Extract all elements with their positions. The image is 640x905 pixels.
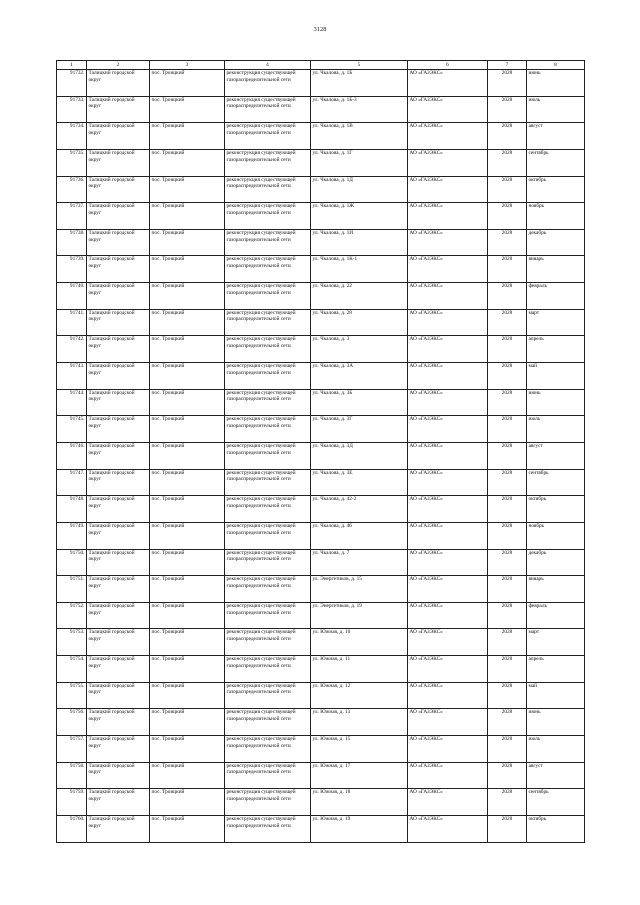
address-cell: ул. Чкалова, д. 46 [311, 522, 408, 549]
work-type-cell: реконструкция существующей газораспределительной сети [225, 815, 311, 842]
organization-cell: АО «ГАЗЭКС» [408, 70, 488, 97]
row-number-cell: 91759. [57, 789, 87, 816]
row-number-cell: 91750. [57, 549, 87, 576]
table-row [57, 149, 585, 176]
year-cell: 2028 [488, 229, 527, 256]
address-cell: ул. Южная, д. 15 [311, 736, 408, 763]
organization-cell: АО «ГАЗЭКС» [408, 283, 488, 310]
settlement-cell: пос. Троицкий [150, 549, 225, 576]
month-cell: октябрь [527, 176, 585, 203]
district-cell: Талицкий городской округ [87, 416, 150, 443]
row-number-cell: 91737. [57, 203, 87, 230]
organization-cell: АО «ГАЗЭКС» [408, 442, 488, 469]
table-row [57, 815, 585, 842]
table-row [57, 682, 585, 709]
year-cell: 2028 [488, 256, 527, 283]
organization-cell: АО «ГАЗЭКС» [408, 789, 488, 816]
address-cell: ул. Южная, д. 12 [311, 682, 408, 709]
year-cell: 2028 [488, 576, 527, 603]
district-cell: Талицкий городской округ [87, 203, 150, 230]
organization-cell: АО «ГАЗЭКС» [408, 815, 488, 842]
year-cell: 2028 [488, 762, 527, 789]
year-cell: 2028 [488, 416, 527, 443]
table-row [57, 363, 585, 390]
table-row [57, 96, 585, 123]
column-header: 7 [488, 61, 527, 70]
district-cell: Талицкий городской округ [87, 522, 150, 549]
address-cell: ул. Чкалова, д. 3А [311, 363, 408, 390]
year-cell: 2028 [488, 469, 527, 496]
row-number-cell: 91749. [57, 522, 87, 549]
address-cell: ул. Чкалова, д. 1К-1 [311, 256, 408, 283]
organization-cell: АО «ГАЗЭКС» [408, 762, 488, 789]
work-type-cell: реконструкция существующей газораспределительной сети [225, 576, 311, 603]
address-cell: ул. Чкалова, д. 3Е [311, 469, 408, 496]
row-number-cell: 91745. [57, 416, 87, 443]
district-cell: Талицкий городской округ [87, 176, 150, 203]
organization-cell: АО «ГАЗЭКС» [408, 522, 488, 549]
table-row [57, 736, 585, 763]
row-number-cell: 91748. [57, 496, 87, 523]
page-number: 3128 [313, 26, 327, 33]
organization-cell: АО «ГАЗЭКС» [408, 96, 488, 123]
work-type-cell: реконструкция существующей газораспределительной сети [225, 762, 311, 789]
month-cell: август [527, 123, 585, 150]
work-type-cell: реконструкция существующей газораспределительной сети [225, 469, 311, 496]
settlement-cell: пос. Троицкий [150, 762, 225, 789]
month-cell: июль [527, 736, 585, 763]
organization-cell: АО «ГАЗЭКС» [408, 602, 488, 629]
year-cell: 2028 [488, 496, 527, 523]
month-cell: июль [527, 416, 585, 443]
organization-cell: АО «ГАЗЭКС» [408, 709, 488, 736]
column-header: 1 [57, 61, 87, 70]
table-row [57, 123, 585, 150]
work-type-cell: реконструкция существующей газораспределительной сети [225, 229, 311, 256]
year-cell: 2028 [488, 363, 527, 390]
work-type-cell: реконструкция существующей газораспределительной сети [225, 416, 311, 443]
column-header: 4 [225, 61, 311, 70]
district-cell: Талицкий городской округ [87, 549, 150, 576]
year-cell: 2028 [488, 123, 527, 150]
address-cell: ул. Чкалова, д. 1Ж [311, 203, 408, 230]
month-cell: июнь [527, 709, 585, 736]
settlement-cell: пос. Троицкий [150, 442, 225, 469]
work-type-cell: реконструкция существующей газораспределительной сети [225, 149, 311, 176]
work-type-cell: реконструкция существующей газораспределительной сети [225, 496, 311, 523]
district-cell: Талицкий городской округ [87, 389, 150, 416]
settlement-cell: пос. Троицкий [150, 736, 225, 763]
table-body [57, 70, 585, 843]
table-row [57, 283, 585, 310]
row-number-cell: 91755. [57, 682, 87, 709]
settlement-cell: пос. Троицкий [150, 576, 225, 603]
organization-cell: АО «ГАЗЭКС» [408, 149, 488, 176]
address-cell: ул. Южная, д. 18 [311, 789, 408, 816]
row-number-cell: 91756. [57, 709, 87, 736]
work-type-cell: реконструкция существующей газораспределительной сети [225, 789, 311, 816]
month-cell: январь [527, 256, 585, 283]
district-cell: Талицкий городской округ [87, 96, 150, 123]
month-cell: март [527, 629, 585, 656]
address-cell: ул. Чкалова, д. 7 [311, 549, 408, 576]
year-cell: 2028 [488, 629, 527, 656]
settlement-cell: пос. Троицкий [150, 176, 225, 203]
month-cell: февраль [527, 283, 585, 310]
month-cell: июнь [527, 389, 585, 416]
settlement-cell: пос. Троицкий [150, 496, 225, 523]
year-cell: 2028 [488, 149, 527, 176]
row-number-cell: 91760. [57, 815, 87, 842]
year-cell: 2028 [488, 203, 527, 230]
district-cell: Талицкий городской округ [87, 602, 150, 629]
settlement-cell: пос. Троицкий [150, 363, 225, 390]
organization-cell: АО «ГАЗЭКС» [408, 469, 488, 496]
month-cell: март [527, 309, 585, 336]
organization-cell: АО «ГАЗЭКС» [408, 256, 488, 283]
settlement-cell: пос. Троицкий [150, 123, 225, 150]
row-number-cell: 91732. [57, 70, 87, 97]
year-cell: 2028 [488, 656, 527, 683]
row-number-cell: 91752. [57, 602, 87, 629]
month-cell: октябрь [527, 496, 585, 523]
work-type-cell: реконструкция существующей газораспределительной сети [225, 256, 311, 283]
year-cell: 2028 [488, 336, 527, 363]
row-number-cell: 91743. [57, 363, 87, 390]
table-row [57, 602, 585, 629]
organization-cell: АО «ГАЗЭКС» [408, 682, 488, 709]
row-number-cell: 91746. [57, 442, 87, 469]
organization-cell: АО «ГАЗЭКС» [408, 123, 488, 150]
settlement-cell: пос. Троицкий [150, 656, 225, 683]
row-number-cell: 91735. [57, 149, 87, 176]
work-type-cell: реконструкция существующей газораспределительной сети [225, 70, 311, 97]
address-cell: ул. Чкалова, д. 1Б [311, 70, 408, 97]
row-number-cell: 91733. [57, 96, 87, 123]
organization-cell: АО «ГАЗЭКС» [408, 336, 488, 363]
year-cell: 2028 [488, 815, 527, 842]
table-row [57, 656, 585, 683]
row-number-cell: 91744. [57, 389, 87, 416]
district-cell: Талицкий городской округ [87, 496, 150, 523]
organization-cell: АО «ГАЗЭКС» [408, 389, 488, 416]
work-type-cell: реконструкция существующей газораспределительной сети [225, 203, 311, 230]
settlement-cell: пос. Троицкий [150, 283, 225, 310]
work-type-cell: реконструкция существующей газораспределительной сети [225, 363, 311, 390]
month-cell: апрель [527, 656, 585, 683]
row-number-cell: 91753. [57, 629, 87, 656]
work-type-cell: реконструкция существующей газораспределительной сети [225, 602, 311, 629]
settlement-cell: пос. Троицкий [150, 789, 225, 816]
settlement-cell: пос. Троицкий [150, 815, 225, 842]
column-header: 6 [408, 61, 488, 70]
year-cell: 2028 [488, 789, 527, 816]
year-cell: 2028 [488, 442, 527, 469]
table-row [57, 203, 585, 230]
address-cell: ул. Чкалова, д. 3 [311, 336, 408, 363]
month-cell: сентябрь [527, 789, 585, 816]
work-type-cell: реконструкция существующей газораспределительной сети [225, 442, 311, 469]
table-row [57, 442, 585, 469]
address-cell: ул. Энергетиков, д. 15 [311, 576, 408, 603]
district-cell: Талицкий городской округ [87, 336, 150, 363]
table-row [57, 389, 585, 416]
table-row [57, 469, 585, 496]
settlement-cell: пос. Троицкий [150, 149, 225, 176]
column-header: 3 [150, 61, 225, 70]
table-row [57, 496, 585, 523]
district-cell: Талицкий городской округ [87, 682, 150, 709]
row-number-cell: 91734. [57, 123, 87, 150]
settlement-cell: пос. Троицкий [150, 709, 225, 736]
settlement-cell: пос. Троицкий [150, 629, 225, 656]
month-cell: апрель [527, 336, 585, 363]
district-cell: Талицкий городской округ [87, 229, 150, 256]
year-cell: 2028 [488, 682, 527, 709]
column-header: 8 [527, 61, 585, 70]
table-row [57, 762, 585, 789]
district-cell: Талицкий городской округ [87, 283, 150, 310]
settlement-cell: пос. Троицкий [150, 602, 225, 629]
row-number-cell: 91738. [57, 229, 87, 256]
address-cell: ул. Чкалова, д. 1Д [311, 176, 408, 203]
month-cell: август [527, 762, 585, 789]
settlement-cell: пос. Троицкий [150, 522, 225, 549]
table-row [57, 789, 585, 816]
district-cell: Талицкий городской округ [87, 789, 150, 816]
column-header: 2 [87, 61, 150, 70]
year-cell: 2028 [488, 176, 527, 203]
settlement-cell: пос. Троицкий [150, 389, 225, 416]
district-cell: Талицкий городской округ [87, 576, 150, 603]
organization-cell: АО «ГАЗЭКС» [408, 203, 488, 230]
organization-cell: АО «ГАЗЭКС» [408, 629, 488, 656]
work-type-cell: реконструкция существующей газораспределительной сети [225, 709, 311, 736]
work-type-cell: реконструкция существующей газораспределительной сети [225, 176, 311, 203]
district-cell: Талицкий городской округ [87, 469, 150, 496]
registry-table [56, 60, 585, 843]
district-cell: Талицкий городской округ [87, 762, 150, 789]
year-cell: 2028 [488, 283, 527, 310]
work-type-cell: реконструкция существующей газораспределительной сети [225, 682, 311, 709]
settlement-cell: пос. Троицкий [150, 229, 225, 256]
table-row [57, 229, 585, 256]
header-row [57, 61, 585, 70]
organization-cell: АО «ГАЗЭКС» [408, 736, 488, 763]
table-row [57, 176, 585, 203]
organization-cell: АО «ГАЗЭКС» [408, 309, 488, 336]
district-cell: Талицкий городской округ [87, 123, 150, 150]
month-cell: декабрь [527, 549, 585, 576]
month-cell: сентябрь [527, 469, 585, 496]
month-cell: июнь [527, 70, 585, 97]
settlement-cell: пос. Троицкий [150, 96, 225, 123]
address-cell: ул. Чкалова, д. 3Г [311, 416, 408, 443]
row-number-cell: 91741. [57, 309, 87, 336]
district-cell: Талицкий городской округ [87, 442, 150, 469]
table-row [57, 70, 585, 97]
month-cell: декабрь [527, 229, 585, 256]
table-row [57, 336, 585, 363]
month-cell: январь [527, 576, 585, 603]
district-cell: Талицкий городской округ [87, 149, 150, 176]
address-cell: ул. Энергетиков, д. 19 [311, 602, 408, 629]
organization-cell: АО «ГАЗЭКС» [408, 576, 488, 603]
settlement-cell: пос. Троицкий [150, 203, 225, 230]
year-cell: 2028 [488, 709, 527, 736]
year-cell: 2028 [488, 309, 527, 336]
table-row [57, 522, 585, 549]
year-cell: 2028 [488, 736, 527, 763]
settlement-cell: пос. Троицкий [150, 256, 225, 283]
settlement-cell: пос. Троицкий [150, 336, 225, 363]
settlement-cell: пос. Троицкий [150, 469, 225, 496]
organization-cell: АО «ГАЗЭКС» [408, 176, 488, 203]
month-cell: ноябрь [527, 203, 585, 230]
row-number-cell: 91754. [57, 656, 87, 683]
row-number-cell: 91740. [57, 283, 87, 310]
address-cell: ул. Южная, д. 17 [311, 762, 408, 789]
address-cell: ул. Чкалова, д. 3Д [311, 442, 408, 469]
address-cell: ул. Чкалова, д. 3Б [311, 389, 408, 416]
table-row [57, 709, 585, 736]
month-cell: июль [527, 96, 585, 123]
district-cell: Талицкий городской округ [87, 309, 150, 336]
month-cell: сентябрь [527, 149, 585, 176]
year-cell: 2028 [488, 389, 527, 416]
district-cell: Талицкий городской округ [87, 736, 150, 763]
table-row [57, 309, 585, 336]
address-cell: ул. Чкалова, д. 1Г [311, 149, 408, 176]
address-cell: ул. Южная, д. 19 [311, 815, 408, 842]
work-type-cell: реконструкция существующей газораспределительной сети [225, 389, 311, 416]
table-row [57, 416, 585, 443]
work-type-cell: реконструкция существующей газораспределительной сети [225, 629, 311, 656]
row-number-cell: 91736. [57, 176, 87, 203]
address-cell: ул. Чкалова, д. 28 [311, 309, 408, 336]
organization-cell: АО «ГАЗЭКС» [408, 496, 488, 523]
table-row [57, 256, 585, 283]
work-type-cell: реконструкция существующей газораспределительной сети [225, 549, 311, 576]
work-type-cell: реконструкция существующей газораспределительной сети [225, 283, 311, 310]
year-cell: 2028 [488, 522, 527, 549]
address-cell: ул. Чкалова, д. 1И [311, 229, 408, 256]
table-row [57, 629, 585, 656]
month-cell: октябрь [527, 815, 585, 842]
organization-cell: АО «ГАЗЭКС» [408, 656, 488, 683]
organization-cell: АО «ГАЗЭКС» [408, 416, 488, 443]
district-cell: Талицкий городской округ [87, 815, 150, 842]
address-cell: ул. Чкалова, д. 22 [311, 283, 408, 310]
row-number-cell: 91751. [57, 576, 87, 603]
column-header: 5 [311, 61, 408, 70]
year-cell: 2028 [488, 96, 527, 123]
month-cell: май [527, 363, 585, 390]
district-cell: Талицкий городской округ [87, 629, 150, 656]
settlement-cell: пос. Троицкий [150, 682, 225, 709]
settlement-cell: пос. Троицкий [150, 416, 225, 443]
district-cell: Талицкий городской округ [87, 70, 150, 97]
month-cell: ноябрь [527, 522, 585, 549]
address-cell: ул. Южная, д. 10 [311, 629, 408, 656]
row-number-cell: 91739. [57, 256, 87, 283]
address-cell: ул. Чкалова, д. 42-2 [311, 496, 408, 523]
address-cell: ул. Чкалова, д. 1Б-3 [311, 96, 408, 123]
row-number-cell: 91758. [57, 762, 87, 789]
address-cell: ул. Южная, д. 13 [311, 709, 408, 736]
district-cell: Талицкий городской округ [87, 256, 150, 283]
address-cell: ул. Чкалова, д. 1В [311, 123, 408, 150]
address-cell: ул. Южная, д. 11 [311, 656, 408, 683]
district-cell: Талицкий городской округ [87, 363, 150, 390]
work-type-cell: реконструкция существующей газораспределительной сети [225, 522, 311, 549]
year-cell: 2028 [488, 70, 527, 97]
work-type-cell: реконструкция существующей газораспределительной сети [225, 309, 311, 336]
table-row [57, 576, 585, 603]
settlement-cell: пос. Троицкий [150, 70, 225, 97]
table-row [57, 549, 585, 576]
row-number-cell: 91742. [57, 336, 87, 363]
year-cell: 2028 [488, 602, 527, 629]
organization-cell: АО «ГАЗЭКС» [408, 229, 488, 256]
work-type-cell: реконструкция существующей газораспределительной сети [225, 656, 311, 683]
year-cell: 2028 [488, 549, 527, 576]
work-type-cell: реконструкция существующей газораспределительной сети [225, 736, 311, 763]
district-cell: Талицкий городской округ [87, 656, 150, 683]
month-cell: февраль [527, 602, 585, 629]
organization-cell: АО «ГАЗЭКС» [408, 363, 488, 390]
settlement-cell: пос. Троицкий [150, 309, 225, 336]
organization-cell: АО «ГАЗЭКС» [408, 549, 488, 576]
month-cell: август [527, 442, 585, 469]
row-number-cell: 91757. [57, 736, 87, 763]
row-number-cell: 91747. [57, 469, 87, 496]
district-cell: Талицкий городской округ [87, 709, 150, 736]
work-type-cell: реконструкция существующей газораспределительной сети [225, 336, 311, 363]
work-type-cell: реконструкция существующей газораспределительной сети [225, 123, 311, 150]
work-type-cell: реконструкция существующей газораспределительной сети [225, 96, 311, 123]
month-cell: май [527, 682, 585, 709]
